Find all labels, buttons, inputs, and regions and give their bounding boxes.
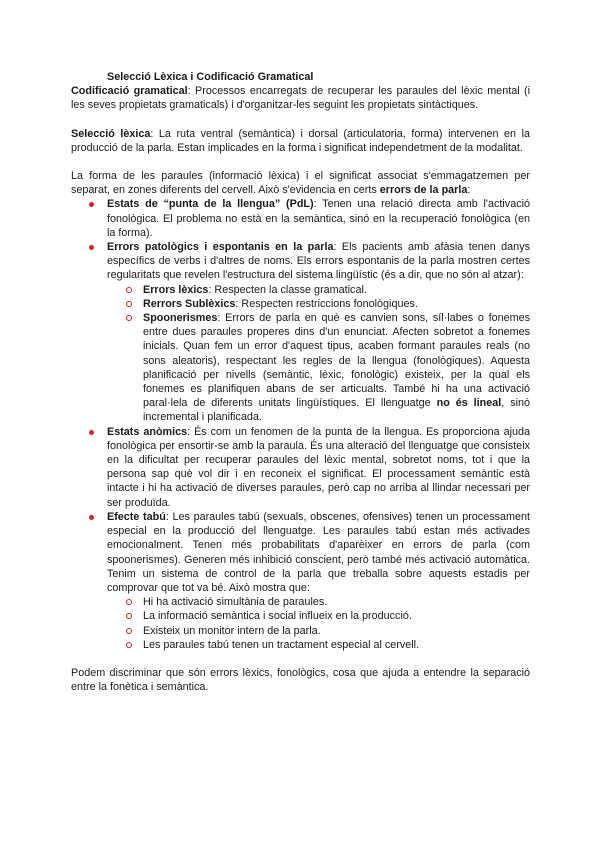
page-title: Selecció Lèxica i Codificació Gramatical bbox=[107, 71, 314, 83]
term-no-lineal: no és lineal bbox=[436, 397, 502, 410]
term-errors-parla: errors de la parla bbox=[379, 184, 468, 197]
sub-item-tabu-1: Hi ha activació simultània de paraules. bbox=[143, 595, 530, 609]
sub-list-tabu bbox=[107, 595, 530, 652]
sub-item-spoonerismes bbox=[143, 311, 530, 425]
term-tabu: Efecte tabú bbox=[107, 510, 166, 523]
sub-item-sublexics bbox=[143, 297, 530, 311]
term-errors-lexics: Errors lèxics bbox=[143, 283, 209, 296]
text-pdl: : Tenen una relació directa amb l'activació fonològica. El problema no està en la semàntica, sinó en la recuperació fonològica (en la forma). bbox=[107, 198, 530, 239]
text-anomics: : És com un fenomen de la punta de la llengua. Es proporciona ajuda fonològica per ensortir-se amb la paraula. És una alteració del llenguatge que consisteix en la dificultat per recuperar paraules del lèxic mental, sobretot noms, tot i que la persona sap què vol dir i en reconeix el significat. El processament semàntic està intacte i hi ha activació de diverses paraules, però cap no arriba al llindar necessari per ser produïda. bbox=[107, 425, 530, 509]
text-errors-lexics: : Respecten la classe gramatical. bbox=[208, 283, 367, 296]
paragraph-seleccio bbox=[71, 127, 530, 155]
paragraph-forma bbox=[71, 169, 530, 197]
text-tabu: : Les paraules tabú (sexuals, obscenes, ofensives) tenen un processament especial en la producció del llenguatge. Les paraules tabú estan més activades emocionalment. Tenen més probabilitats d'aparèixer en errors de parla (com spoonerismes). Generen més inhibició conscient, però també més activació automàtica. Tenim un sistema de control de la parla que treballa sobre aquests estadis per comprovar que tot va bé. Això mostra que: bbox=[107, 510, 531, 594]
list-item-tabu bbox=[107, 510, 530, 652]
term-sublexics: Rerrors Sublèxics bbox=[143, 297, 236, 310]
list-item-anomics bbox=[107, 425, 530, 510]
term-errors-patologics: Errors patològics i espontanis en la parla bbox=[107, 241, 334, 254]
sub-item-tabu-4: Les paraules tabú tenen un tractament especial al cervell. bbox=[143, 638, 530, 652]
term-pdl: Estats de “punta de la llengua” (PdL) bbox=[107, 198, 314, 211]
sub-item-errors-lexics bbox=[143, 283, 530, 297]
text-spoonerismes: : Errors de parla en què es canvien sons, síl·labes o fonemes entre dues paraules properes dins d'un enunciat. Afecten sobretot a fonemes inicials. Quan fem un error d'aquest tipus, acaben formant paraules reals (no sons aleatoris), respectant les regles de la llengua (fonològiques). Aquesta planificació per nivells (semàntic, lèxic, fonològic) existeix, per la qual els fonemes es planifiquen abans de ser articualts. També hi ha una activació paral·lela de diferents unitats lingüístiques. El llenguatge bbox=[143, 312, 530, 410]
term-spoonerismes: Spoonerismes bbox=[143, 312, 218, 325]
bullet-list bbox=[71, 197, 530, 652]
term-seleccio: Selecció lèxica bbox=[71, 127, 151, 140]
paragraph-conclusio: Podem discriminar que són errors lèxics, fonològics, cosa que ajuda a entendre la separació entre la fonètica i semàntica. bbox=[71, 666, 530, 694]
sub-item-tabu-3: Existeix un monitor intern de la parla. bbox=[143, 624, 530, 638]
paragraph-codificacio bbox=[71, 84, 530, 112]
text-spoonerismes-after: , sinó incremental i planificada. bbox=[143, 397, 530, 424]
sub-list-errors bbox=[107, 283, 530, 425]
text-seleccio: : La ruta ventral (semàntica) i dorsal (articulatoria, forma) intervenen en la producció de la parla. Estan implicades en la forma i significat independetment de la modalitat. bbox=[71, 127, 530, 154]
list-item-pdl bbox=[107, 197, 530, 240]
text-codificacio: : Processos encarregats de recuperar les paraules del lèxic mental (i les seves propietats gramaticals) i d'organitzar-les seguint les propietats sintàctiques. bbox=[71, 85, 531, 112]
text-forma: La forma de les paraules (informació lèxica) i el significat associat s'emmagatzemen per separat, en zones diferents del cervell. Això s'evidencia en certs bbox=[71, 170, 530, 197]
term-codificacio: Codificació gramatical bbox=[71, 85, 188, 98]
text-sublexics: : Respecten restriccions fonològiques. bbox=[235, 297, 418, 310]
list-item-errors-patologics bbox=[107, 240, 530, 425]
sub-item-tabu-2: La informació semàntica i social influeix en la producció. bbox=[143, 609, 530, 623]
term-anomics: Estats anòmics bbox=[107, 425, 188, 438]
text-forma-after: : bbox=[467, 184, 471, 197]
text-errors-patologics: : Els pacients amb afàsia tenen danys específics de verbs i d'altres de noms. Els errors espontanis de la parla mostren certes regularitats que revelen l'estructura del sistema lingüístic (és a dir, que no són al atzar): bbox=[107, 241, 530, 282]
